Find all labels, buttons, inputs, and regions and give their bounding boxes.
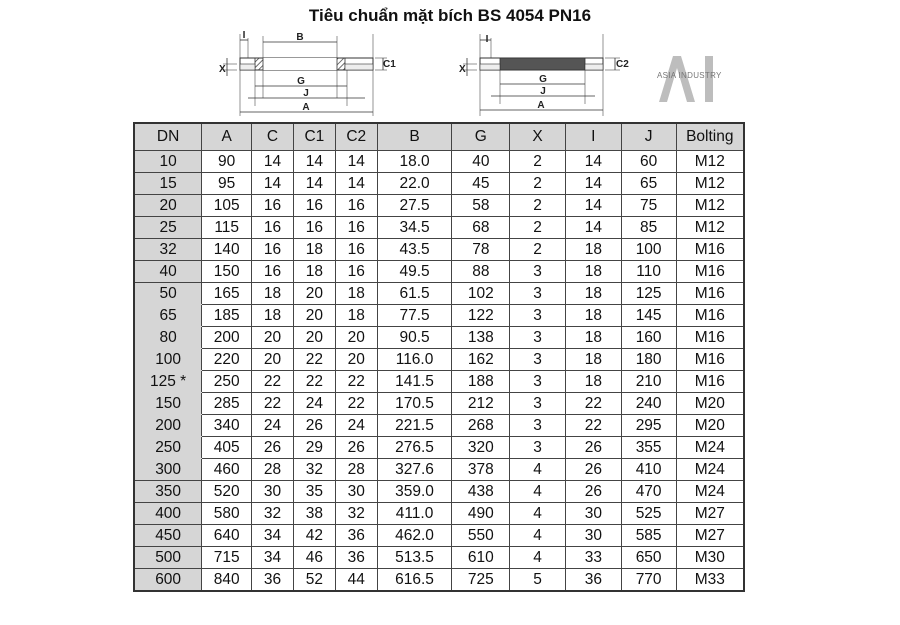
cell-c2: 24 <box>335 415 377 437</box>
cell-b: 141.5 <box>377 371 452 393</box>
cell-c: 24 <box>252 415 294 437</box>
cell-x: 4 <box>510 503 566 525</box>
table-row <box>134 327 744 349</box>
cell-dn: 80 <box>134 327 202 349</box>
cell-c1: 52 <box>293 569 335 592</box>
cell-c1: 35 <box>293 481 335 503</box>
cell-i: 30 <box>565 525 621 547</box>
cell-g: 188 <box>452 371 510 393</box>
table-row <box>134 481 744 503</box>
cell-c1: 18 <box>293 261 335 283</box>
cell-g: 40 <box>452 151 510 173</box>
cell-i: 26 <box>565 481 621 503</box>
cell-c1: 18 <box>293 239 335 261</box>
cell-x: 4 <box>510 525 566 547</box>
cell-x: 4 <box>510 459 566 481</box>
cell-j: 295 <box>621 415 676 437</box>
cell-a: 200 <box>202 327 252 349</box>
cell-x: 3 <box>510 327 566 349</box>
cell-x: 5 <box>510 569 566 592</box>
cell-g: 68 <box>452 217 510 239</box>
cell-bolting: M16 <box>676 327 744 349</box>
cell-j: 125 <box>621 283 676 305</box>
cell-c: 16 <box>252 261 294 283</box>
table-row <box>134 173 744 195</box>
cell-c2: 18 <box>335 283 377 305</box>
cell-j: 100 <box>621 239 676 261</box>
cell-a: 105 <box>202 195 252 217</box>
cell-b: 276.5 <box>377 437 452 459</box>
cell-g: 88 <box>452 261 510 283</box>
cell-c1: 20 <box>293 327 335 349</box>
dim-label-j: J <box>540 86 546 97</box>
dim-label-c2: C2 <box>616 59 629 70</box>
table-row <box>134 415 744 437</box>
cell-x: 2 <box>510 173 566 195</box>
cell-bolting: M16 <box>676 371 744 393</box>
cell-c: 34 <box>252 525 294 547</box>
cell-b: 49.5 <box>377 261 452 283</box>
column-header-g: G <box>452 123 510 151</box>
cell-bolting: M12 <box>676 173 744 195</box>
cell-c: 20 <box>252 327 294 349</box>
cell-c: 22 <box>252 393 294 415</box>
cell-a: 715 <box>202 547 252 569</box>
cell-dn: 10 <box>134 151 202 173</box>
cell-x: 3 <box>510 305 566 327</box>
cell-i: 18 <box>565 239 621 261</box>
cell-x: 2 <box>510 195 566 217</box>
dim-label-a: A <box>537 100 545 111</box>
column-header-a: A <box>202 123 252 151</box>
cell-g: 610 <box>452 547 510 569</box>
cell-c1: 16 <box>293 195 335 217</box>
table-row <box>134 547 744 569</box>
cell-g: 212 <box>452 393 510 415</box>
cell-j: 110 <box>621 261 676 283</box>
cell-c1: 26 <box>293 415 335 437</box>
cell-c2: 44 <box>335 569 377 592</box>
logo-text: ASIA INDUSTRY <box>657 71 722 80</box>
cell-b: 411.0 <box>377 503 452 525</box>
cell-x: 3 <box>510 283 566 305</box>
cell-dn: 32 <box>134 239 202 261</box>
cell-c2: 28 <box>335 459 377 481</box>
cell-i: 26 <box>565 437 621 459</box>
cell-c2: 16 <box>335 195 377 217</box>
table-row <box>134 151 744 173</box>
cell-a: 520 <box>202 481 252 503</box>
cell-c1: 42 <box>293 525 335 547</box>
cell-c2: 20 <box>335 327 377 349</box>
cell-dn: 65 <box>134 305 202 327</box>
dim-label-i: I <box>242 30 246 41</box>
cell-g: 725 <box>452 569 510 592</box>
table-row <box>134 217 744 239</box>
cell-a: 640 <box>202 525 252 547</box>
dim-label-g: G <box>297 76 305 87</box>
cell-j: 65 <box>621 173 676 195</box>
cell-j: 525 <box>621 503 676 525</box>
cell-j: 650 <box>621 547 676 569</box>
column-header-c: C <box>252 123 294 151</box>
cell-c1: 14 <box>293 151 335 173</box>
table-row <box>134 283 744 305</box>
cell-c1: 16 <box>293 217 335 239</box>
cell-j: 75 <box>621 195 676 217</box>
cell-g: 78 <box>452 239 510 261</box>
cell-c1: 32 <box>293 459 335 481</box>
column-header-bolting: Bolting <box>676 123 744 151</box>
cell-b: 27.5 <box>377 195 452 217</box>
cell-b: 22.0 <box>377 173 452 195</box>
dim-label-x: X <box>459 64 466 75</box>
cell-bolting: M27 <box>676 503 744 525</box>
cell-b: 462.0 <box>377 525 452 547</box>
table-row <box>134 525 744 547</box>
cell-c2: 36 <box>335 547 377 569</box>
table-row <box>134 371 744 393</box>
table-row <box>134 393 744 415</box>
column-header-b: B <box>377 123 452 151</box>
table-row <box>134 569 744 592</box>
cell-dn: 100 <box>134 349 202 371</box>
table-row <box>134 459 744 481</box>
cell-a: 220 <box>202 349 252 371</box>
dim-label-g: G <box>539 74 547 85</box>
cell-c: 28 <box>252 459 294 481</box>
cell-dn: 300 <box>134 459 202 481</box>
cell-g: 320 <box>452 437 510 459</box>
cell-c: 32 <box>252 503 294 525</box>
table-row <box>134 195 744 217</box>
cell-g: 122 <box>452 305 510 327</box>
cell-j: 585 <box>621 525 676 547</box>
column-header-dn: DN <box>134 123 202 151</box>
cell-bolting: M16 <box>676 239 744 261</box>
cell-bolting: M24 <box>676 481 744 503</box>
cell-dn: 350 <box>134 481 202 503</box>
cell-c: 36 <box>252 569 294 592</box>
cell-g: 378 <box>452 459 510 481</box>
cell-b: 327.6 <box>377 459 452 481</box>
cell-b: 616.5 <box>377 569 452 592</box>
cell-dn: 450 <box>134 525 202 547</box>
cell-i: 14 <box>565 217 621 239</box>
cell-c1: 20 <box>293 305 335 327</box>
cell-c2: 14 <box>335 151 377 173</box>
cell-x: 3 <box>510 371 566 393</box>
cell-c: 18 <box>252 283 294 305</box>
cell-bolting: M30 <box>676 547 744 569</box>
cell-j: 85 <box>621 217 676 239</box>
column-header-j: J <box>621 123 676 151</box>
cell-b: 90.5 <box>377 327 452 349</box>
cell-g: 58 <box>452 195 510 217</box>
cell-a: 840 <box>202 569 252 592</box>
cell-g: 102 <box>452 283 510 305</box>
cell-g: 268 <box>452 415 510 437</box>
cell-dn: 50 <box>134 283 202 305</box>
cell-c: 34 <box>252 547 294 569</box>
cell-dn: 400 <box>134 503 202 525</box>
cell-b: 359.0 <box>377 481 452 503</box>
flange-diagram-slip-on <box>215 28 400 120</box>
cell-bolting: M12 <box>676 217 744 239</box>
cell-bolting: M16 <box>676 283 744 305</box>
cell-bolting: M16 <box>676 305 744 327</box>
cell-j: 160 <box>621 327 676 349</box>
cell-a: 340 <box>202 415 252 437</box>
cell-c1: 46 <box>293 547 335 569</box>
cell-c1: 24 <box>293 393 335 415</box>
cell-bolting: M16 <box>676 261 744 283</box>
cell-c: 26 <box>252 437 294 459</box>
cell-dn: 150 <box>134 393 202 415</box>
table-row <box>134 305 744 327</box>
cell-c1: 14 <box>293 173 335 195</box>
cell-g: 45 <box>452 173 510 195</box>
cell-j: 240 <box>621 393 676 415</box>
cell-i: 30 <box>565 503 621 525</box>
cell-bolting: M27 <box>676 525 744 547</box>
cell-c2: 16 <box>335 217 377 239</box>
flange-spec-table <box>133 122 745 592</box>
cell-i: 14 <box>565 151 621 173</box>
cell-i: 14 <box>565 195 621 217</box>
table-row <box>134 349 744 371</box>
dim-label-c1: C1 <box>383 59 396 70</box>
cell-c2: 30 <box>335 481 377 503</box>
cell-a: 250 <box>202 371 252 393</box>
cell-x: 3 <box>510 261 566 283</box>
cell-c: 14 <box>252 151 294 173</box>
cell-j: 145 <box>621 305 676 327</box>
cell-i: 18 <box>565 305 621 327</box>
cell-bolting: M24 <box>676 459 744 481</box>
table-body <box>134 151 744 592</box>
cell-i: 22 <box>565 415 621 437</box>
dim-label-b: B <box>296 32 304 43</box>
cell-a: 90 <box>202 151 252 173</box>
cell-c: 22 <box>252 371 294 393</box>
cell-b: 77.5 <box>377 305 452 327</box>
cell-c: 18 <box>252 305 294 327</box>
cell-i: 18 <box>565 283 621 305</box>
cell-dn: 125 * <box>134 371 202 393</box>
cell-j: 470 <box>621 481 676 503</box>
cell-c1: 22 <box>293 371 335 393</box>
cell-c2: 18 <box>335 305 377 327</box>
cell-c: 16 <box>252 239 294 261</box>
table-row <box>134 437 744 459</box>
cell-b: 513.5 <box>377 547 452 569</box>
cell-c: 16 <box>252 217 294 239</box>
cell-g: 438 <box>452 481 510 503</box>
cell-c2: 16 <box>335 239 377 261</box>
cell-c: 30 <box>252 481 294 503</box>
cell-c1: 38 <box>293 503 335 525</box>
cell-i: 14 <box>565 173 621 195</box>
cell-i: 33 <box>565 547 621 569</box>
cell-j: 180 <box>621 349 676 371</box>
cell-x: 3 <box>510 437 566 459</box>
cell-i: 18 <box>565 327 621 349</box>
cell-c2: 16 <box>335 261 377 283</box>
cell-g: 162 <box>452 349 510 371</box>
cell-bolting: M12 <box>676 195 744 217</box>
cell-b: 221.5 <box>377 415 452 437</box>
cell-x: 3 <box>510 349 566 371</box>
cell-c2: 22 <box>335 371 377 393</box>
cell-c2: 20 <box>335 349 377 371</box>
cell-i: 26 <box>565 459 621 481</box>
cell-i: 22 <box>565 393 621 415</box>
dim-label-a: A <box>302 102 310 113</box>
dim-label-j: J <box>303 88 309 99</box>
cell-a: 460 <box>202 459 252 481</box>
column-header-c2: C2 <box>335 123 377 151</box>
page-title: Tiêu chuẩn mặt bích BS 4054 PN16 <box>308 6 592 25</box>
cell-c2: 22 <box>335 393 377 415</box>
cell-a: 140 <box>202 239 252 261</box>
column-header-i: I <box>565 123 621 151</box>
cell-c2: 32 <box>335 503 377 525</box>
cell-b: 43.5 <box>377 239 452 261</box>
cell-a: 95 <box>202 173 252 195</box>
table-row <box>134 261 744 283</box>
cell-a: 185 <box>202 305 252 327</box>
dim-label-x: X <box>219 64 226 75</box>
cell-a: 580 <box>202 503 252 525</box>
cell-x: 2 <box>510 217 566 239</box>
cell-c2: 26 <box>335 437 377 459</box>
cell-j: 60 <box>621 151 676 173</box>
cell-a: 165 <box>202 283 252 305</box>
dim-label-i: I <box>485 34 489 45</box>
cell-bolting: M16 <box>676 349 744 371</box>
cell-dn: 200 <box>134 415 202 437</box>
cell-x: 4 <box>510 547 566 569</box>
cell-b: 18.0 <box>377 151 452 173</box>
cell-i: 18 <box>565 349 621 371</box>
cell-i: 18 <box>565 371 621 393</box>
cell-a: 115 <box>202 217 252 239</box>
cell-dn: 40 <box>134 261 202 283</box>
cell-b: 61.5 <box>377 283 452 305</box>
cell-j: 770 <box>621 569 676 592</box>
table-header-row <box>134 123 744 151</box>
cell-j: 210 <box>621 371 676 393</box>
cell-a: 405 <box>202 437 252 459</box>
cell-j: 410 <box>621 459 676 481</box>
cell-dn: 15 <box>134 173 202 195</box>
cell-c: 20 <box>252 349 294 371</box>
cell-x: 2 <box>510 239 566 261</box>
cell-b: 34.5 <box>377 217 452 239</box>
column-header-x: X <box>510 123 566 151</box>
cell-bolting: M33 <box>676 569 744 592</box>
cell-dn: 500 <box>134 547 202 569</box>
cell-i: 18 <box>565 261 621 283</box>
cell-c1: 22 <box>293 349 335 371</box>
cell-dn: 250 <box>134 437 202 459</box>
cell-x: 3 <box>510 393 566 415</box>
cell-c1: 20 <box>293 283 335 305</box>
cell-a: 150 <box>202 261 252 283</box>
cell-i: 36 <box>565 569 621 592</box>
cell-c2: 14 <box>335 173 377 195</box>
cell-x: 3 <box>510 415 566 437</box>
cell-bolting: M20 <box>676 393 744 415</box>
cell-dn: 25 <box>134 217 202 239</box>
cell-x: 4 <box>510 481 566 503</box>
cell-g: 490 <box>452 503 510 525</box>
cell-bolting: M12 <box>676 151 744 173</box>
cell-c: 14 <box>252 173 294 195</box>
cell-dn: 20 <box>134 195 202 217</box>
cell-x: 2 <box>510 151 566 173</box>
column-header-c1: C1 <box>293 123 335 151</box>
cell-b: 170.5 <box>377 393 452 415</box>
cell-c: 16 <box>252 195 294 217</box>
cell-g: 550 <box>452 525 510 547</box>
cell-bolting: M20 <box>676 415 744 437</box>
flange-diagram-blind <box>455 28 640 120</box>
table-row <box>134 503 744 525</box>
cell-g: 138 <box>452 327 510 349</box>
table-row <box>134 239 744 261</box>
cell-dn: 600 <box>134 569 202 592</box>
cell-c2: 36 <box>335 525 377 547</box>
cell-bolting: M24 <box>676 437 744 459</box>
cell-b: 116.0 <box>377 349 452 371</box>
cell-c1: 29 <box>293 437 335 459</box>
cell-j: 355 <box>621 437 676 459</box>
cell-a: 285 <box>202 393 252 415</box>
